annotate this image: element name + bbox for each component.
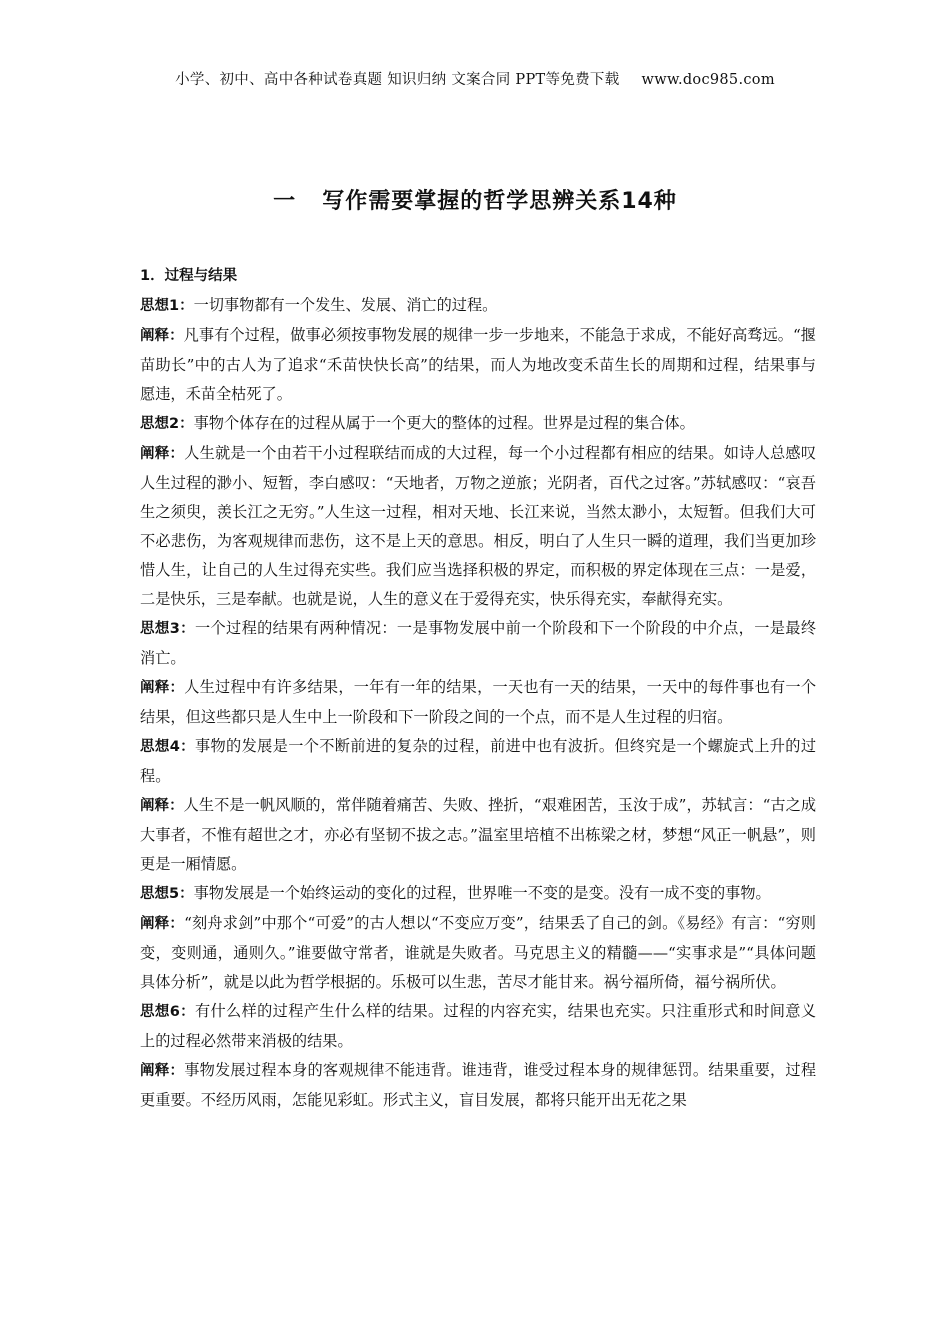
- paragraph-text: 事物发展过程本身的客观规律不能违背。谁违背，谁受过程本身的规律惩罚。结果重要，过程更重要。不经历风雨，怎能见彩虹。形式主义，盲目发展，都将只能开出无花之果: [140, 1061, 817, 1109]
- page-title: [0, 184, 950, 215]
- paragraph-label: 思想3：: [140, 621, 195, 637]
- header-text: 小学、初中、高中各种试卷真题 知识归纳 文案合同 PPT等免费下载: [175, 72, 620, 88]
- paragraph-label: 阐释：: [140, 446, 185, 462]
- paragraph-label: 思想2：: [140, 416, 194, 432]
- paragraph-label: 思想6：: [140, 1004, 195, 1020]
- paragraph-label: 阐释：: [140, 328, 184, 344]
- paragraph-explanation-6: [140, 1056, 816, 1115]
- paragraph-explanation-2: [140, 439, 816, 614]
- paragraph-text: 人生不是一帆风顺的，常伴随着痛苦、失败、挫折，“艰难困苦，玉汝于成”，苏轼言：“古之成大事者，不惟有超世之才，亦必有坚韧不拔之志。”温室里培植不出栋梁之材，梦想“风正一帆悬”，则更是一厢情愿。: [140, 796, 817, 873]
- paragraph-thought-1: [140, 291, 816, 321]
- paragraph-explanation-4: [140, 791, 816, 879]
- paragraph-label: 思想5：: [140, 886, 194, 902]
- paragraph-text: 人生就是一个由若干小过程联结而成的大过程，每一个小过程都有相应的结果。如诗人总感叹人生过程的渺小、短暂，李白感叹：“天地者，万物之逆旅；光阴者，百代之过客。”苏轼感叹：“哀吾生之须臾，羡长江之无穷。”人生这一过程，相对天地、长江来说，当然太渺小，太短暂。但我们大可不必悲伤，为客观规律而悲伤，这不是上天的意思。相反，明白了人生只一瞬的道理，我们当更加珍惜人生，让自己的人生过得充实些。我们应当选择积极的界定，而积极的界定体现在三点：一是爱，二是快乐，三是奉献。也就是说，人生的意义在于爱得充实，快乐得充实，奉献得充实。: [140, 444, 817, 608]
- paragraph-label: 思想4：: [140, 739, 195, 755]
- paragraph-explanation-1: [140, 321, 816, 409]
- paragraph-explanation-5: [140, 909, 816, 997]
- header-site-link[interactable]: www.doc985.com: [641, 72, 775, 88]
- paragraph-label: 思想1：: [140, 298, 194, 314]
- paragraph-thought-6: [140, 997, 816, 1056]
- section-heading: 1．过程与结果: [140, 268, 238, 284]
- title-number: 一: [273, 189, 297, 214]
- paragraph-label: 阐释：: [140, 798, 184, 814]
- paragraph-text: 事物的发展是一个不断前进的复杂的过程，前进中也有波折。但终究是一个螺旋式上升的过程。: [140, 737, 817, 785]
- paragraph-thought-4: [140, 732, 816, 791]
- page-header: [0, 68, 950, 89]
- paragraph-text: 有什么样的过程产生什么样的结果。过程的内容充实，结果也充实。只注重形式和时间意义上的过程必然带来消极的结果。: [140, 1002, 817, 1050]
- paragraph-text: 凡事有个过程，做事必须按事物发展的规律一步一步地来，不能急于求成，不能好高骛远。“揠苗助长”中的古人为了追求“禾苗快快长高”的结果，而人为地改变禾苗生长的周期和过程，结果事与愿违，禾苗全枯死了。: [140, 326, 816, 403]
- paragraph-thought-5: [140, 879, 816, 909]
- paragraph-thought-3: [140, 614, 816, 673]
- paragraph-text: 一个过程的结果有两种情况：一是事物发展中前一个阶段和下一个阶段的中介点，一是最终消亡。: [140, 619, 817, 667]
- paragraph-text: 事物发展是一个始终运动的变化的过程，世界唯一不变的是变。没有一成不变的事物。: [193, 884, 771, 902]
- paragraph-label: 阐释：: [140, 1063, 185, 1079]
- paragraph-thought-2: [140, 409, 816, 439]
- paragraph-text: 一切事物都有一个发生、发展、消亡的过程。: [193, 296, 498, 314]
- paragraph-text: 人生过程中有许多结果，一年有一年的结果，一天也有一天的结果，一天中的每件事也有一个结果，但这些都只是人生中上一阶段和下一阶段之间的一个点，而不是人生过程的归宿。: [140, 678, 817, 726]
- document-body: [140, 262, 816, 1115]
- title-text: 写作需要掌握的哲学思辨关系14种: [322, 189, 677, 214]
- paragraph-label: 阐释：: [140, 680, 185, 696]
- paragraph-explanation-3: [140, 673, 816, 732]
- paragraph-text: 事物个体存在的过程从属于一个更大的整体的过程。世界是过程的集合体。: [193, 414, 695, 432]
- paragraph-text: “刻舟求剑”中那个“可爱”的古人想以“不变应万变”，结果丢了自己的剑。《易经》有言：“穷则变，变则通，通则久。”谁要做守常者，谁就是失败者。马克思主义的精髓——“实事求是”“具体问题具体分析”，就是以此为哲学根据的。乐极可以生悲，苦尽才能甘来。祸兮福所倚，福兮祸所伏。: [140, 914, 816, 991]
- paragraph-label: 阐释：: [140, 916, 185, 932]
